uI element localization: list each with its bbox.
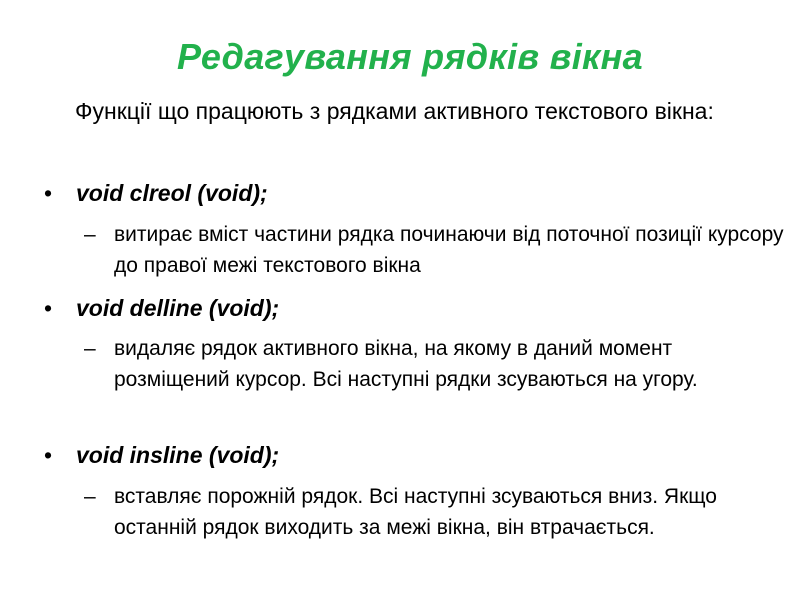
bullet-icon: • (44, 442, 53, 468)
bullet-icon: • (44, 295, 53, 321)
function-description: витирає вміст частини рядка починаючи від поточної позиції курсору до правої межі текстового вікна (114, 223, 784, 277)
slide-title: Редагування рядків вікна (177, 36, 643, 77)
bullet-item-delline (44, 290, 744, 326)
function-signature: void delline (void); (76, 295, 280, 321)
bullet-item-clreol (44, 175, 744, 211)
bullet-item-insline (44, 437, 744, 473)
sub-item-insline (84, 481, 784, 543)
function-signature: void insline (void); (76, 442, 280, 468)
bullet-icon: • (44, 180, 53, 206)
sub-item-clreol (84, 219, 784, 281)
function-description: вставляє порожній рядок. Всі наступні зсуваються вниз. Якщо останній рядок виходить за межі вікна, він втрачається. (114, 485, 717, 539)
intro-text: Функції що працюють з рядками активного текстового вікна: (75, 98, 714, 124)
function-signature: void clreol (void); (76, 180, 268, 206)
sub-item-delline (84, 333, 784, 395)
dash-icon: – (84, 223, 96, 246)
dash-icon: – (84, 485, 96, 508)
function-description: видаляє рядок активного вікна, на якому в даний момент розміщений курсор. Всі наступні рядки зсуваються на угору. (114, 337, 698, 391)
dash-icon: – (84, 337, 96, 360)
